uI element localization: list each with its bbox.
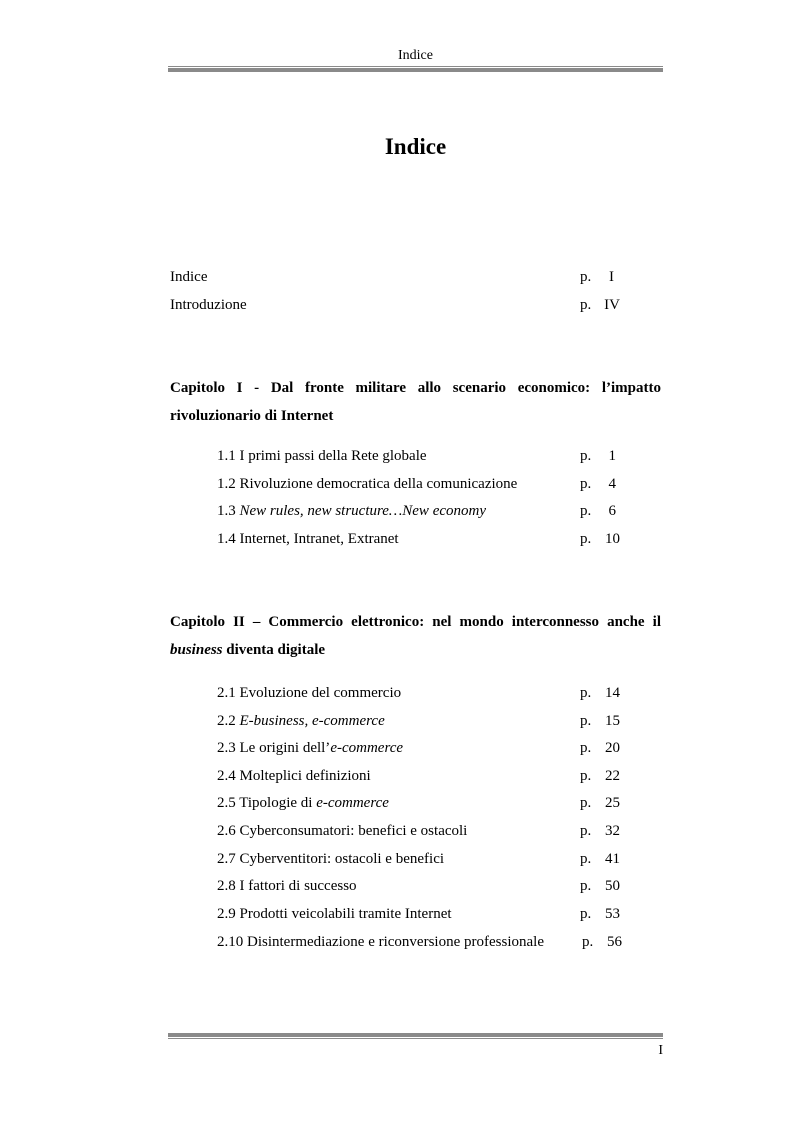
section-title-italic: E-business, e-commerce: [239, 713, 385, 729]
section-title: Rivoluzione democratica della comunicazione: [239, 476, 518, 492]
chapter-2-heading-line1: Capitolo II – Commercio elettronico: nel mondo interconnesso anche il: [170, 614, 661, 630]
chapter-2-heading: [170, 608, 661, 664]
section-p: p.: [580, 740, 592, 756]
section-number: 1.4: [217, 531, 236, 547]
section-p: p.: [580, 795, 592, 811]
section-p: p.: [580, 531, 592, 547]
page-title: Indice: [384, 134, 447, 159]
section-p: p.: [580, 685, 592, 701]
section-title-italic: e-commerce: [316, 795, 389, 811]
toc-entry-page: IV: [604, 297, 620, 313]
section-p: p.: [580, 476, 592, 492]
section-page: 41: [605, 851, 620, 867]
page-number: I: [658, 1043, 663, 1058]
section-p: p.: [580, 448, 592, 464]
section-number: 2.10: [217, 934, 244, 950]
section-title-italic: e-commerce: [330, 740, 404, 756]
section-page: 22: [605, 768, 620, 784]
section-title: Le origini dell’: [239, 740, 331, 756]
toc-entry-p: p.: [580, 297, 592, 313]
section-page: 53: [605, 906, 620, 922]
section-page: 4: [608, 476, 616, 492]
section-title: Cyberventitori: ostacoli e benefici: [239, 851, 445, 867]
section-page: 56: [607, 934, 622, 950]
section-number: 2.4: [217, 768, 236, 784]
toc-entry-label: Indice: [170, 269, 208, 285]
chapter-2-heading-italic: business: [170, 642, 223, 658]
section-p: p.: [580, 878, 592, 894]
section-page: 6: [608, 503, 616, 519]
section-p: p.: [580, 713, 592, 729]
section-title: I fattori di successo: [239, 878, 357, 894]
chapter-1-heading-line1: Capitolo I - Dal fronte militare allo scenario economico: l’impatto: [170, 380, 661, 396]
section-title: Evoluzione del commercio: [239, 685, 402, 701]
section-title: Molteplici definizioni: [239, 768, 371, 784]
chapter-1-heading: [170, 374, 661, 430]
toc-entry-page: I: [609, 269, 614, 285]
section-title: Internet, Intranet, Extranet: [239, 531, 399, 547]
section-title-italic: New rules, new structure…New economy: [239, 503, 486, 519]
section-page: 50: [605, 878, 620, 894]
section-p: p.: [580, 906, 592, 922]
running-header: Indice: [398, 48, 433, 63]
section-page: 14: [605, 685, 620, 701]
section-p: p.: [580, 823, 592, 839]
header-rule: [168, 66, 663, 72]
section-number: 2.1: [217, 685, 236, 701]
section-number: 2.9: [217, 906, 236, 922]
section-page: 20: [605, 740, 620, 756]
section-p: p.: [580, 503, 592, 519]
section-title: Prodotti veicolabili tramite Internet: [239, 906, 452, 922]
toc-entry-label: Introduzione: [170, 297, 247, 313]
section-p: p.: [580, 768, 592, 784]
section-title: I primi passi della Rete globale: [239, 448, 427, 464]
section-title: Tipologie di: [239, 795, 317, 811]
section-number: 2.6: [217, 823, 236, 839]
section-page: 1: [608, 448, 616, 464]
section-page: 10: [605, 531, 620, 547]
section-title: Cyberconsumatori: benefici e ostacoli: [239, 823, 468, 839]
footer-rule: [168, 1033, 663, 1039]
section-number: 2.8: [217, 878, 236, 894]
section-p: p.: [580, 851, 592, 867]
section-number: 2.7: [217, 851, 236, 867]
section-number: 2.2: [217, 713, 236, 729]
toc-entry-p: p.: [580, 269, 592, 285]
section-number: 1.2: [217, 476, 236, 492]
chapter-2-heading-rest: diventa digitale: [222, 642, 326, 658]
section-title: Disintermediazione e riconversione professionale: [247, 934, 544, 950]
chapter-1-heading-line2: rivoluzionario di Internet: [170, 408, 334, 424]
section-number: 1.3: [217, 503, 236, 519]
chapter-2-heading-line2: [170, 636, 661, 664]
section-page: 15: [605, 713, 620, 729]
section-number: 1.1: [217, 448, 236, 464]
section-number: 2.5: [217, 795, 236, 811]
section-number: 2.3: [217, 740, 236, 756]
section-p: p.: [582, 934, 594, 950]
section-page: 25: [605, 795, 620, 811]
section-page: 32: [605, 823, 620, 839]
